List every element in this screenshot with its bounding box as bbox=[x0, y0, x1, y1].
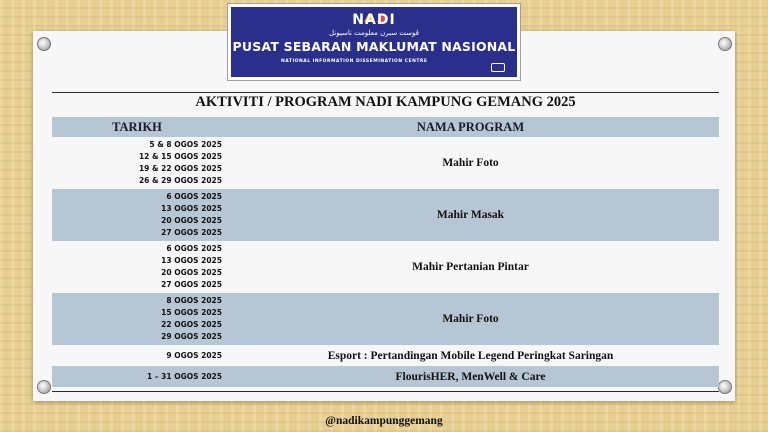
date-line: 13 OGOS 2025 bbox=[161, 256, 222, 266]
date-cell bbox=[52, 293, 222, 345]
banner-jawi-text: ڤوست سبرن معلومت ناسيونل bbox=[329, 29, 419, 37]
table-row bbox=[52, 366, 719, 387]
table-row bbox=[52, 241, 719, 293]
table-row bbox=[52, 345, 719, 366]
program-cell: Mahir Masak bbox=[222, 189, 719, 241]
banner-title: PUSAT SEBARAN MAKLUMAT NASIONAL bbox=[232, 39, 516, 54]
date-cell bbox=[52, 137, 222, 189]
column-header-date: TARIKH bbox=[52, 117, 222, 137]
title-divider bbox=[52, 92, 719, 93]
date-line: 29 OGOS 2025 bbox=[161, 331, 222, 341]
pin-icon bbox=[37, 37, 51, 51]
program-cell: FlourisHER, MenWell & Care bbox=[222, 366, 719, 387]
date-line: 27 OGOS 2025 bbox=[161, 227, 222, 237]
date-line: 20 OGOS 2025 bbox=[161, 216, 222, 225]
date-cell bbox=[52, 366, 222, 387]
date-cell bbox=[52, 345, 222, 366]
date-cell bbox=[52, 241, 222, 293]
date-line: 22 OGOS 2025 bbox=[161, 320, 222, 329]
date-line: 1 – 31 OGOS 2025 bbox=[146, 371, 222, 381]
social-handle: @nadikampunggemang bbox=[325, 415, 443, 427]
date-line: 15 OGOS 2025 bbox=[161, 308, 222, 318]
page-title: AKTIVITI / PROGRAM NADI KAMPUNG GEMANG 2025 bbox=[195, 94, 576, 110]
date-line: 6 OGOS 2025 bbox=[166, 192, 222, 202]
table-bottom-rule bbox=[52, 391, 719, 392]
date-cell bbox=[52, 189, 222, 241]
date-line: 9 OGOS 2025 bbox=[166, 350, 222, 360]
date-line: 27 OGOS 2025 bbox=[161, 279, 222, 289]
date-line: 13 OGOS 2025 bbox=[161, 204, 222, 214]
date-line: 5 & 8 OGOS 2025 bbox=[149, 140, 222, 150]
program-cell: Mahir Foto bbox=[222, 293, 719, 345]
program-table bbox=[52, 117, 719, 387]
banner-acronym: NADI bbox=[352, 12, 396, 28]
nadi-banner bbox=[228, 4, 520, 80]
pin-icon bbox=[37, 380, 51, 394]
column-header-program: NAMA PROGRAM bbox=[222, 117, 719, 137]
date-line: 12 & 15 OGOS 2025 bbox=[138, 152, 222, 162]
date-line: 20 OGOS 2025 bbox=[161, 268, 222, 277]
date-line: 6 OGOS 2025 bbox=[166, 244, 222, 254]
table-header-row bbox=[52, 117, 719, 137]
date-line: 19 & 22 OGOS 2025 bbox=[138, 164, 222, 173]
date-line: 26 & 29 OGOS 2025 bbox=[138, 175, 222, 185]
table-row bbox=[52, 137, 719, 189]
table-row bbox=[52, 189, 719, 241]
program-cell: Mahir Foto bbox=[222, 137, 719, 189]
ministry-logo-icon bbox=[491, 63, 505, 72]
date-line: 8 OGOS 2025 bbox=[166, 296, 222, 306]
table-row bbox=[52, 293, 719, 345]
program-cell: Mahir Pertanian Pintar bbox=[222, 241, 719, 293]
banner-subtitle: NATIONAL INFORMATION DISSEMINATION CENTRE bbox=[281, 59, 428, 64]
program-cell: Esport : Pertandingan Mobile Legend Peringkat Saringan bbox=[222, 345, 719, 366]
pin-icon bbox=[718, 37, 732, 51]
pin-icon bbox=[718, 380, 732, 394]
